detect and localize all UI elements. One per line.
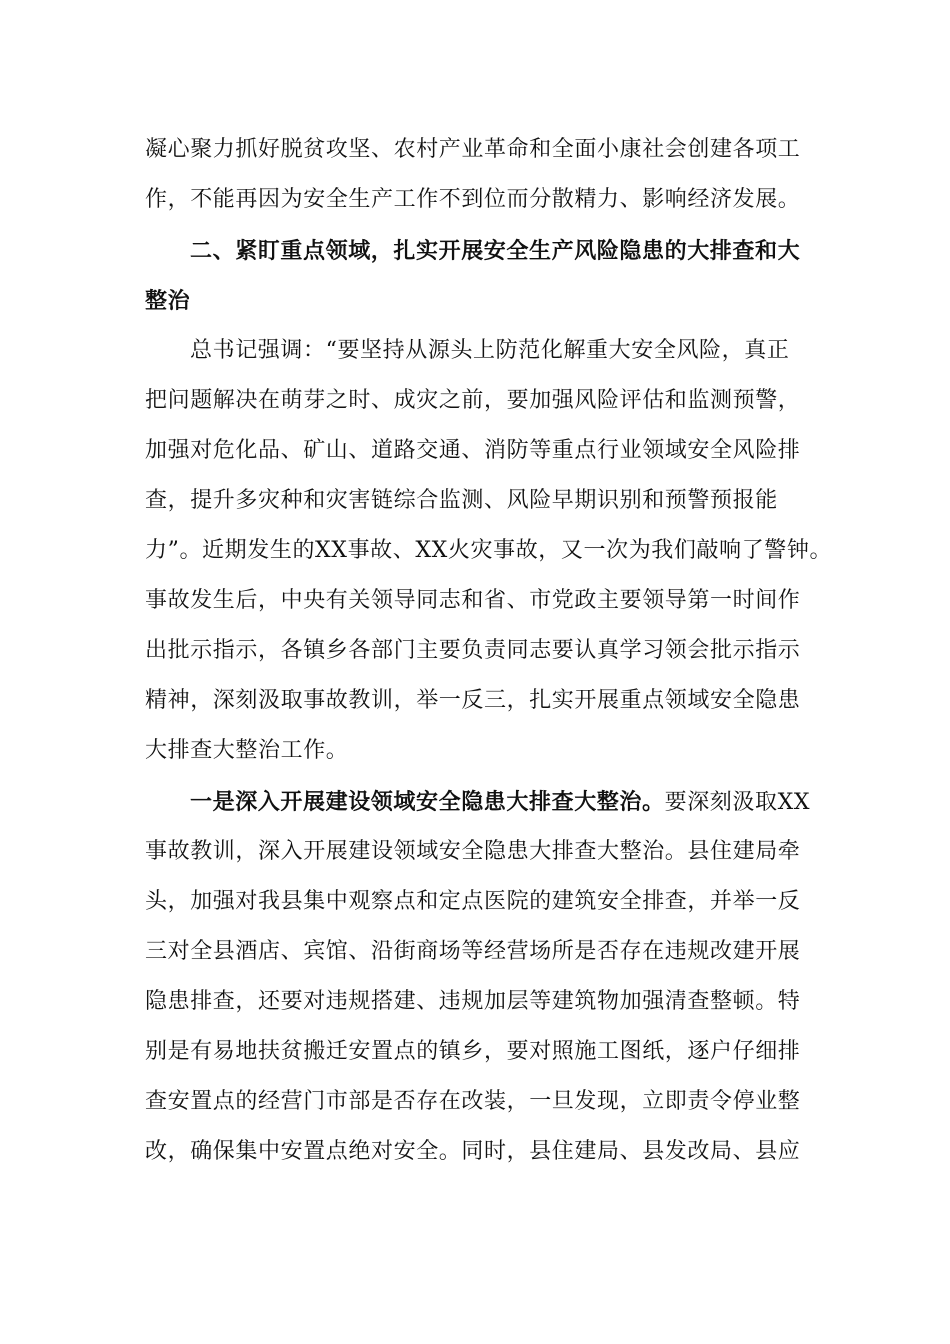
paragraph-line: 三对全县酒店、宾馆、沿街商场等经营场所是否存在违规改建开展 xyxy=(145,939,801,964)
paragraph-line: 出批示指示，各镇乡各部门主要负责同志要认真学习领会批示指示 xyxy=(145,638,801,663)
paragraph-line: 查，提升多灾种和灾害链综合监测、风险早期识别和预警预报能 xyxy=(145,488,778,513)
paragraph-line: 别是有易地扶贫搬迁安置点的镇乡，要对照施工图纸，逐户仔细排 xyxy=(145,1039,801,1064)
paragraph-line xyxy=(190,787,810,817)
paragraph-text: 要深刻汲取XX xyxy=(664,790,811,815)
paragraph-line: 改，确保集中安置点绝对安全。同时，县住建局、县发改局、县应 xyxy=(145,1139,801,1164)
paragraph-line: 大排查大整治工作。 xyxy=(145,738,349,763)
paragraph-line: 查安置点的经营门市部是否存在改装，一旦发现，立即责令停业整 xyxy=(145,1089,801,1114)
paragraph-line: 精神，深刻汲取事故教训，举一反三，扎实开展重点领域安全隐患 xyxy=(145,688,801,713)
paragraph-line: 加强对危化品、矿山、道路交通、消防等重点行业领域安全风险排 xyxy=(145,438,801,463)
bold-lead-phrase: 一是深入开展建设领域安全隐患大排查大整治。 xyxy=(190,789,665,815)
paragraph-line: 事故教训，深入开展建设领域安全隐患大排查大整治。县住建局牵 xyxy=(145,839,801,864)
paragraph-line: 作，不能再因为安全生产工作不到位而分散精力、影响经济发展。 xyxy=(145,187,801,212)
paragraph-line: 隐患排查，还要对违规搭建、违规加层等建筑物加强清查整顿。特 xyxy=(145,989,801,1014)
paragraph-line: 力”。近期发生的XX事故、XX火灾事故，又一次为我们敲响了警钟。 xyxy=(145,538,833,563)
section-heading-continued: 整治 xyxy=(145,288,191,314)
section-heading: 二、紧盯重点领域，扎实开展安全生产风险隐患的大排查和大 xyxy=(190,238,801,264)
paragraph-line: 凝心聚力抓好脱贫攻坚、农村产业革命和全面小康社会创建各项工 xyxy=(145,137,801,162)
paragraph-line: 总书记强调：“要坚持从源头上防范化解重大安全风险，真正 xyxy=(190,338,790,363)
paragraph-line: 头，加强对我县集中观察点和定点医院的建筑安全排查，并举一反 xyxy=(145,889,801,914)
paragraph-line: 把问题解决在萌芽之时、成灾之前，要加强风险评估和监测预警， xyxy=(145,388,801,413)
paragraph-line: 事故发生后，中央有关领导同志和省、市党政主要领导第一时间作 xyxy=(145,588,801,613)
